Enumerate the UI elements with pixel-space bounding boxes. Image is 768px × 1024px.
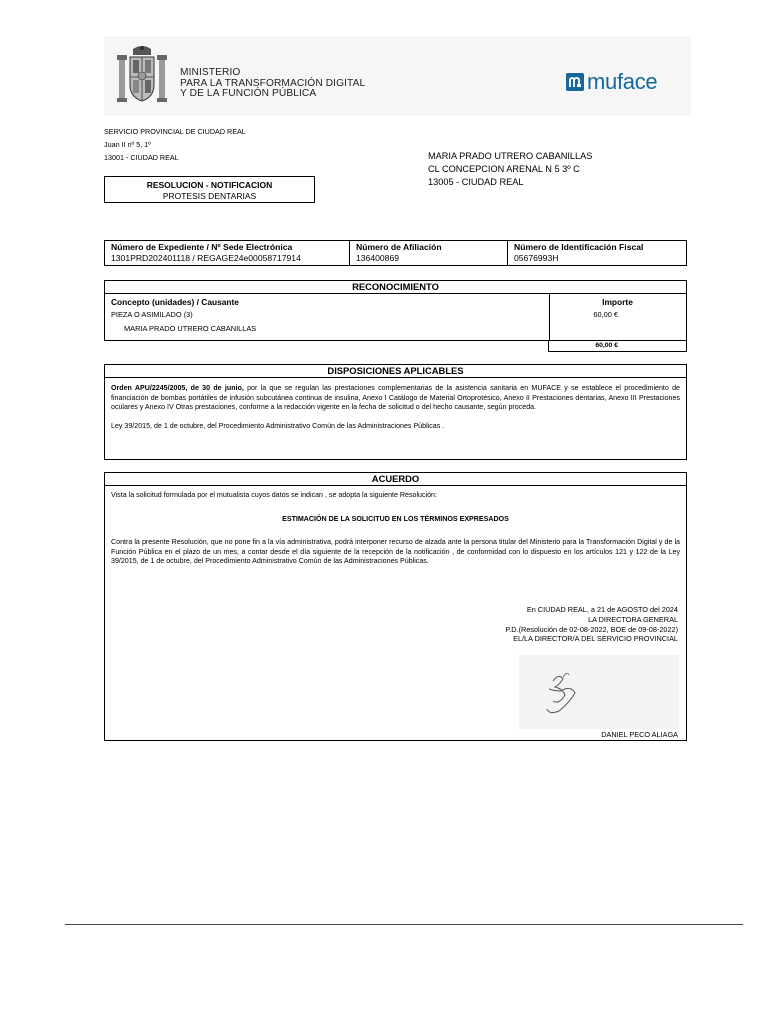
importe-header: Importe [602,297,633,307]
office-line-2: Juan II nº 5, 1º [104,140,151,149]
identifiers-table [104,240,687,266]
recipient-address [428,150,592,188]
resolution-title-box [104,176,315,203]
signer-name: DANIEL PECO ALIAGA [601,730,678,739]
expediente-cell [105,241,350,265]
expediente-value: 1301PRD202401118 / REGAGE24e00058717914 [111,253,301,263]
concept-item: PIEZA O ASIMILADO (3) [111,310,193,319]
recipient-city: 13005 - CIUDAD REAL [428,176,524,187]
office-line-1: SERVICIO PROVINCIAL DE CIUDAD REAL [104,127,246,136]
afiliacion-label: Número de Afiliación [356,242,442,252]
disposiciones-section [104,364,687,460]
acuerdo-recurso: Contra la presente Resolución, que no pone fin a la vía administrativa, podrá interponer recurso de alzada ante la persona titular del Ministerio para la Transformación Digital y de la Función Pública en el plazo de un mes, a contar desde el día siguiente de la recepción de la notificación , de conformidad con lo dispuesto en los artículos 121 y 122 de la Ley 39/2015, de 1 de octubre, del Procedimiento Administrativo Común de las Administraciones Públicas. [111,538,680,566]
handwritten-signature [519,655,679,729]
ministry-line-1: MINISTERIO [180,67,241,78]
ministry-line-3: Y DE LA FUNCIÓN PÚBLICA [180,88,317,100]
disposiciones-paragraph-2: Ley 39/2015, de 1 de octubre, del Procedimiento Administrativo Común de las Administraciones Públicas . [111,421,445,430]
importe-column [549,294,686,340]
concept-header: Concepto (unidades) / Causante [111,297,239,307]
ministry-line-2: PARA LA TRANSFORMACIÓN DIGITAL [180,77,366,89]
reconocimiento-title: RECONOCIMIENTO [105,281,686,294]
expediente-label: Número de Expediente / Nº Sede Electrónica [111,242,293,252]
total-amount: 60,00 € [548,340,687,352]
disposiciones-title: DISPOSICIONES APLICABLES [105,365,686,378]
disposiciones-body [105,378,686,431]
reconocimiento-section [104,280,687,341]
office-address [104,125,246,164]
signer-role-1: LA DIRECTORA GENERAL [588,614,678,624]
fiscal-label: Número de Identificación Fiscal [514,242,644,252]
muface-mark-icon [566,73,584,91]
importe-amount: 60,00 € [593,310,618,319]
disposiciones-paragraph-1 [111,384,680,413]
orden-reference: Orden APU/2245/2005, de 30 de junio, [111,384,244,392]
coat-of-arms-icon [113,45,171,109]
office-line-3: 13001 - CIUDAD REAL [104,153,179,162]
resolution-title: RESOLUCION - NOTIFICACION [146,180,273,190]
acuerdo-title: ACUERDO [105,473,686,486]
signer-role-3: EL/LA DIRECTOR/A DEL SERVICIO PROVINCIAL [513,634,678,644]
acuerdo-estimacion: ESTIMACIÓN DE LA SOLICITUD EN LOS TÉRMINOS EXPRESADOS [282,514,509,523]
acuerdo-body [105,486,686,567]
resolution-subtitle: PROTESIS DENTARIAS [162,191,257,201]
footer-divider [65,924,743,925]
recipient-street: CL CONCEPCION ARENAL N 5 3º C [428,163,580,174]
orden-description: por la que se regulan las prestaciones complementarias de la asistencia sanitaria en MUFACE y se establece el procedimiento de financiación de bombas portátiles de infusión subcutánea continua de insulina, Anexo I Catálogo de Material Ortoprotésico, Anexo II Prestaciones dentarias, Anexo III Prestaciones oculares y Anexo IV Otras prestaciones, conforme a la redacción vigente en la fecha de solicitud o del hecho causante, según proceda. [111,384,680,412]
place-date: En CIUDAD REAL, a 21 de AGOSTO del 2024 [526,605,678,614]
acuerdo-section [104,472,687,741]
muface-wordmark: muface [587,69,658,94]
fiscal-cell [508,241,686,265]
signer-role-2: P.D.(Resolución de 02-08-2022, BOE de 09-08-2022) [505,624,678,634]
afiliacion-cell [350,241,508,265]
signature-block [505,605,678,644]
muface-logo [566,70,657,94]
fiscal-value: 05676993H [514,253,559,263]
ministry-name [180,68,365,100]
concept-column [105,294,550,340]
recipient-name: MARIA PRADO UTRERO CABANILLAS [428,151,593,161]
concept-causante: MARIA PRADO UTRERO CABANILLAS [124,324,257,333]
acuerdo-intro: Vista la solicitud formulada por el mutualista cuyos datos se indican , se adopta la siguiente Resolución: [111,491,437,499]
afiliacion-value: 136400869 [356,253,400,263]
